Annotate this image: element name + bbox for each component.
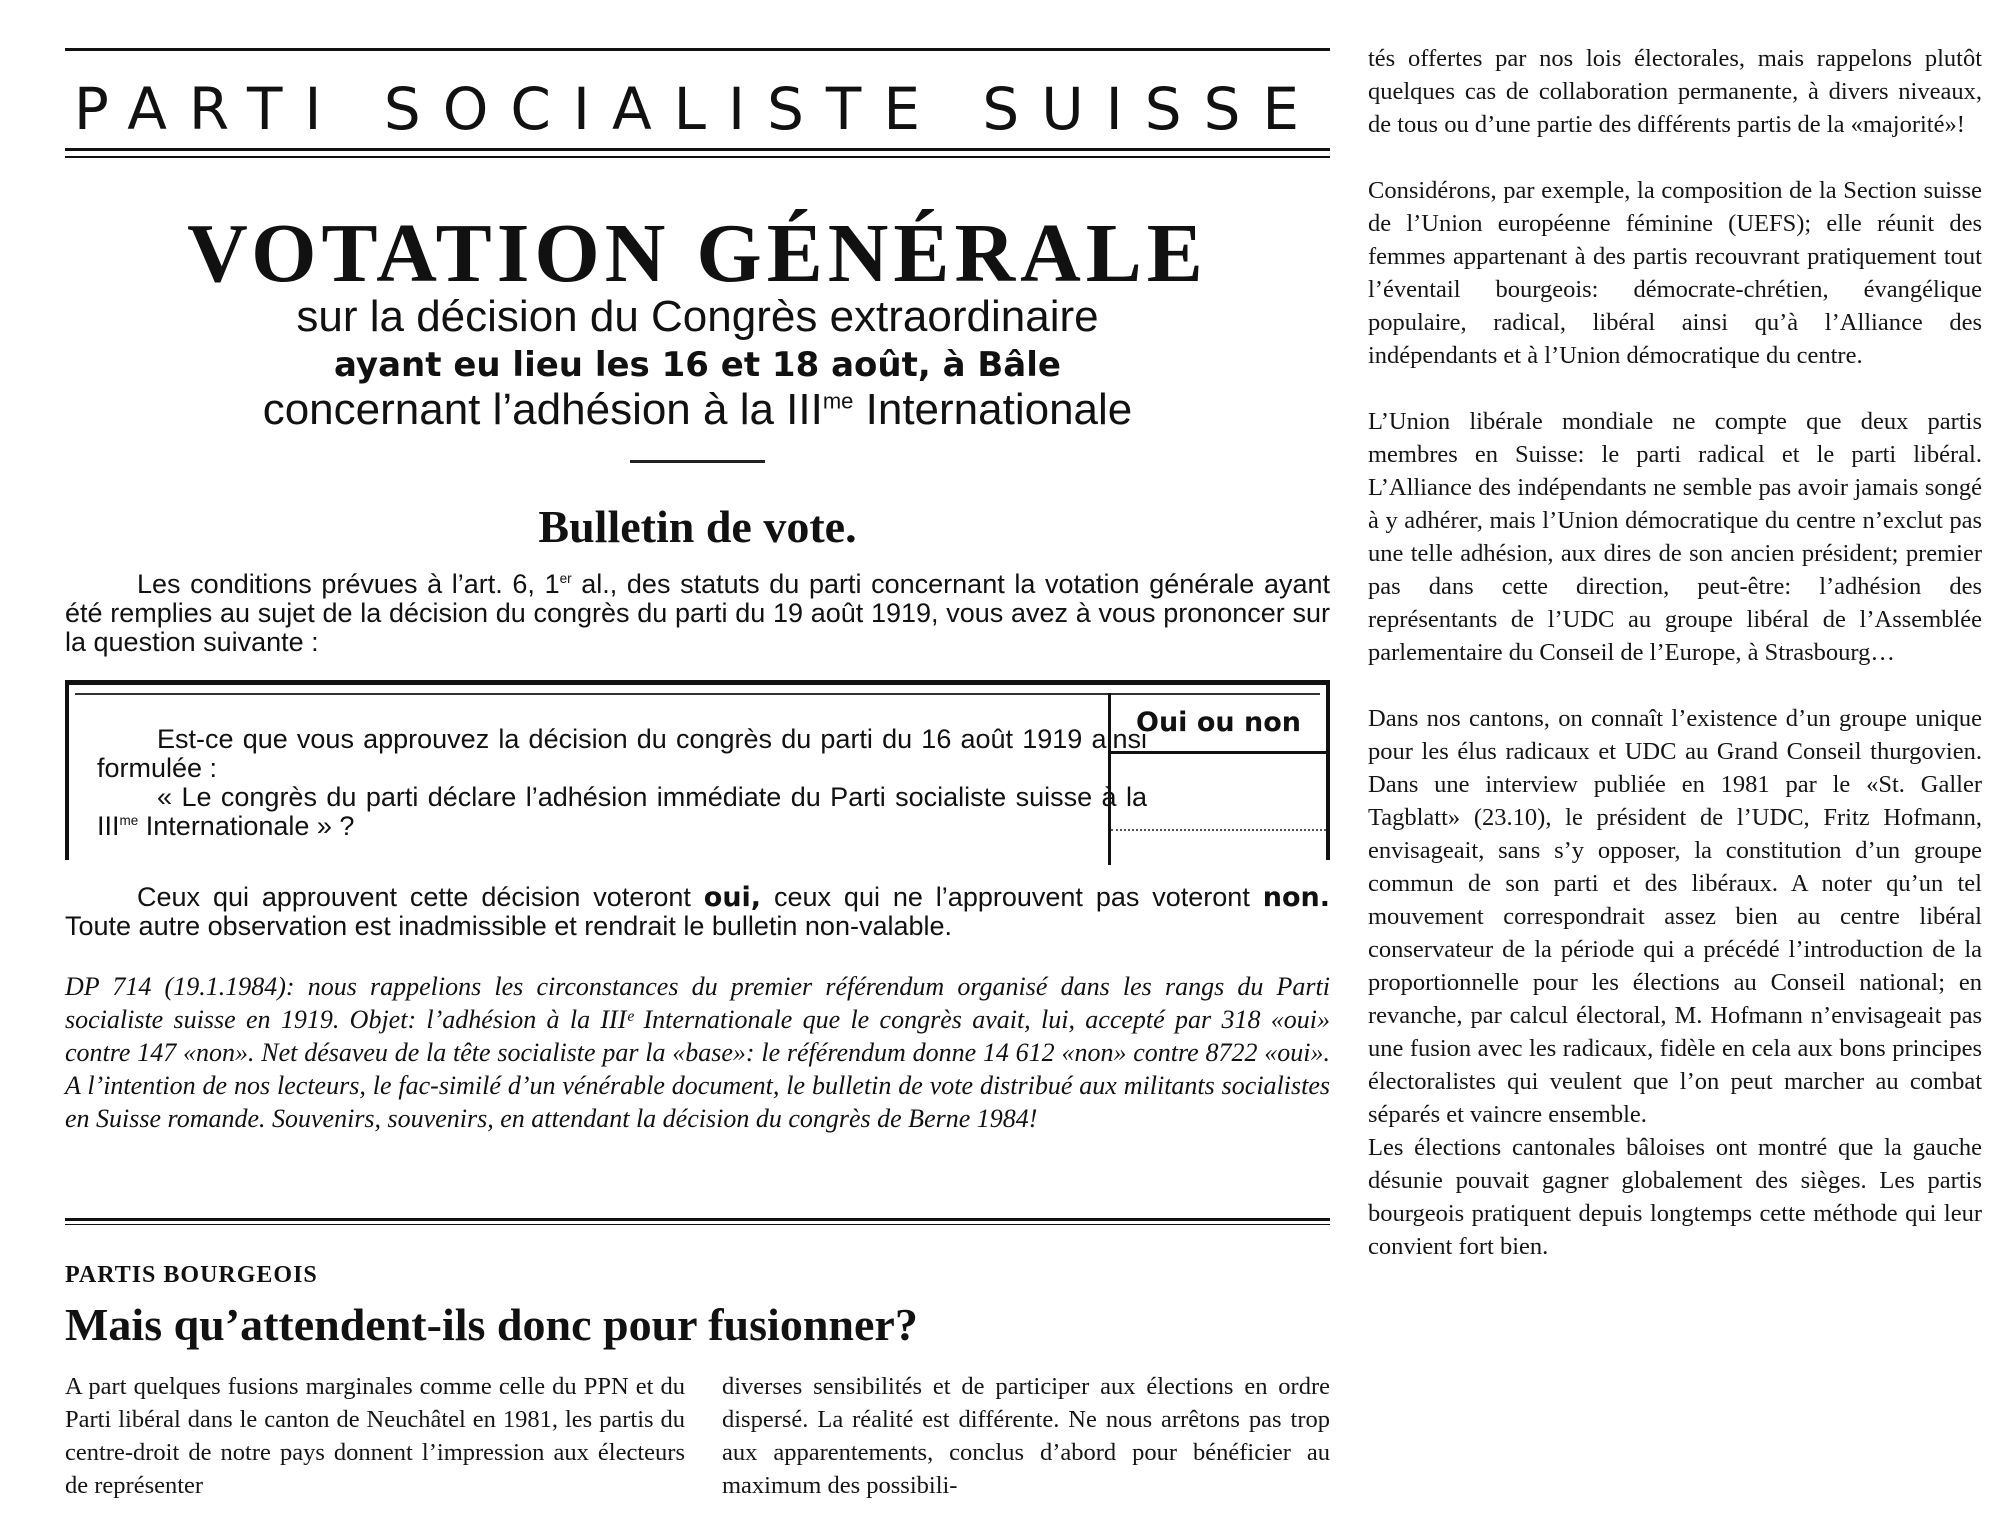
header-double-rule-top — [65, 148, 1330, 151]
voting-instructions: Ceux qui approuvent cette décision voteront oui, ceux qui ne l’approuvent pas voteront non. Toute autre observation est inadmissible et rendrait le bulletin non-valable. — [65, 882, 1330, 941]
ballot-heading: Bulletin de vote. — [538, 501, 857, 552]
ballot-question — [97, 725, 1147, 841]
conditions-paragraph: Les conditions prévues à l’art. 6, 1er al., des statuts du parti concernant la votation générale ayant été remplies au sujet de la décision du congrès du parti du 19 août 1919, vous avez à vous prononcer sur la question suivante : — [65, 569, 1330, 657]
ballot-question-box — [65, 680, 1330, 860]
question-line-2: « Le congrès du parti déclare l’adhésion immédiate du Parti socialiste suisse à la $III^{me}$ Internationale » ? — [97, 782, 1147, 841]
top-rule — [65, 48, 1330, 51]
article-column-2: diverses sensibilités et de participer aux élections en ordre dispersé. La réalité est différente. Ne nous arrêtons pas trop aux apparentements, conclus d’abord pour bénéficier au maximum des possibili- — [722, 1373, 1330, 1499]
ornament-divider — [630, 460, 765, 463]
article-title: Mais qu’attendent-ils donc pour fusionner? — [65, 1299, 918, 1350]
oui-word: oui, — [703, 882, 762, 913]
editor-note: DP 714 (19.1.1984): nous rappelions les circonstances du premier référendum organisé dans les rangs du Parti socialiste suisse en 1919. Objet: l’adhésion à la IIIᵉ Internationale que le congrès avait, lui, accepté par 318 «oui» contre 147 «non». Net désaveu de la tête socialiste par la «base»: le référendum donne 14 612 «non» contre 8722 «oui». A l’intention de nos lecteurs, le fac-similé d’un vénérable document, le bulletin de vote distribué aux militants socialistes en Suisse romande. Souvenirs, souvenirs, en attendant la décision du congrès de Berne 1984! — [65, 972, 1330, 1133]
article-column-1: A part quelques fusions marginales comme celle du PPN et du Parti libéral dans le canton de Neuchâtel en 1981, les partis du centre-droit de notre pays donnent l’impression aux électeurs de représenter — [65, 1373, 685, 1499]
section-rule-top — [65, 1218, 1330, 1221]
section-rule-bottom — [65, 1224, 1330, 1225]
answer-header: Oui ou non — [1111, 693, 1326, 754]
right-paragraph-5: Les élections cantonales bâloises ont montré que la gauche désunie pouvait gagner globalement des sièges. Les partis bourgeois pratiquent depuis longtemps cette méthode qui leur convient fort bien. — [1368, 1134, 1982, 1260]
party-title: PARTI SOCIALISTE SUISSE — [73, 75, 1322, 143]
right-paragraph-3: L’Union libérale mondiale ne compte que deux partis membres en Suisse: le parti radical et le parti libéral. L’Alliance des indépendants ne semble pas avoir jamais songé à y adhérer, mais l’Union démocratique du centre n’exclut pas une telle adhésion, aux dires de son ancien président; premier pas dans cette direction, peut-être: l’adhésion des représentants de l’UDC au groupe libéral de l’Assemblée parlementaire du Conseil de l’Europe, à Strasbourg… — [1368, 408, 1982, 666]
section-kicker: PARTIS BOURGEOIS — [65, 1262, 318, 1288]
right-paragraph-4: Dans nos cantons, on connaît l’existence d’un groupe unique pour les élus radicaux et UDC au Grand Conseil thurgovien. Dans une interview publiée en 1981 par le «St. Galler Tagblatt» (23.10), le président de l’UDC, Fritz Hofmann, envisageait, sans s’y opposer, la constitution d’un groupe commun de son parti et des libéraux. A noter qu’un tel mouvement correspondrait assez bien au centre libéral conservateur de la période qui a précédé l’introduction de la proportionnelle pour les élections au Conseil national; en revanche, par calcul électoral, M. Hofmann n’envisageait pas une fusion avec les radicaux, fidèle en cela aux bons principes électoralistes qui veulent que l’on peut marcher au combat séparés et vaincre ensemble. — [1368, 705, 1982, 1128]
article-column-3 — [1368, 42, 1982, 1263]
vote-title: VOTATION GÉNÉRALE — [187, 207, 1208, 300]
answer-field[interactable] — [1111, 829, 1326, 831]
subtitle-dates: ayant eu lieu les 16 et 18 août, à Bâle — [334, 345, 1061, 385]
question-line-1: Est-ce que vous approuvez la décision du congrès du parti du 16 août 1919 ainsi formulée : — [97, 724, 1147, 783]
answer-column — [1108, 693, 1326, 865]
right-paragraph-1: tés offertes par nos lois électorales, mais rappelons plutôt quelques cas de collaboration permanente, à divers niveaux, de tous ou d’une partie des différents partis de la «majorité»! — [1368, 45, 1982, 138]
right-paragraph-2: Considérons, par exemple, la composition de la Section suisse de l’Union européenne féminine (UEFS); elle réunit des femmes appartenant à des partis recouvrant pratiquement tout l’éventail bourgeois: démocrate-chrétien, évangélique populaire, radical, libéral ainsi qu’à l’Alliance des indépendants et à l’Union démocratique du centre. — [1368, 177, 1982, 369]
non-word: non. — [1262, 882, 1330, 913]
subtitle-international: concernant l’adhésion à la $III^{me}$ Internationale — [262, 385, 1133, 434]
header-double-rule-bottom — [65, 156, 1330, 158]
subtitle-congress: sur la décision du Congrès extraordinaire — [296, 292, 1099, 341]
